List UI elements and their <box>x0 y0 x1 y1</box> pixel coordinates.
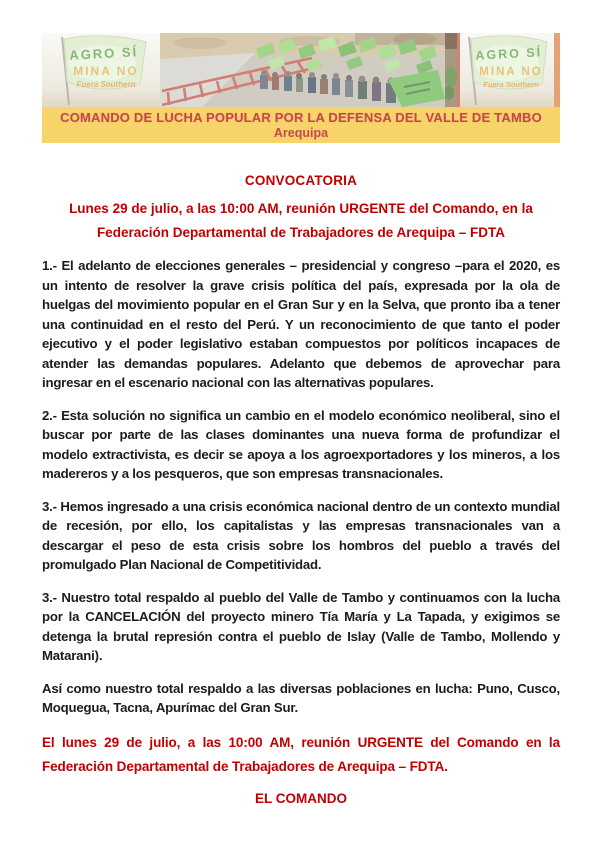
paragraph-5: Así como nuestro total respaldo a las diversas poblaciones en lucha: Puno, Cusco, Moquegua, Tacna, Apurímac del Gran Sur. <box>42 680 560 715</box>
header-title-band <box>42 107 560 143</box>
flag-text-mina-no: MINA NO <box>479 66 543 78</box>
flag-text-fuera-southern: Fuera Southern <box>483 80 539 89</box>
paragraph-3: 3.- Hemos ingresado a una crisis económica nacional dentro de un contexto mundial de recesión, por ello, los capitalistas y las empresas transnacionales van a descargar el peso de esta crisis sobre los hombros del pueblo a través del promulgado Plan Nacional de Competitividad. <box>42 498 560 572</box>
header-photo-strip <box>42 33 560 107</box>
doc-heading: CONVOCATORIA <box>244 173 358 188</box>
paragraph-2: 2.- Esta solución no significa un cambio en el modelo económico neoliberal, sino el buscar por parte de las clases dominantes una nueva forma de profundizar el modelo extractivista, es decir se apoya a los agroexportadores y los mineros, a los madereros y a los pesqueros, que son empresas transnacionales. <box>42 407 560 481</box>
flag-text-agro-si: AGRO SÍ <box>475 45 543 63</box>
header-banner <box>42 33 560 143</box>
band-subtitle: Arequipa <box>273 126 329 140</box>
flag-left-panel <box>42 33 160 107</box>
paragraph-4: 3.- Nuestro total respaldo al pueblo del Valle de Tambo y continuamos con la lucha por la CANCELACIÓN del proyecto minero Tía María y La Tapada, y exigimos se detenga la brutal represión contra el pueblo de Islay (Valle de Tambo, Mollendo y Matarani). <box>42 589 560 663</box>
intro-text: Lunes 29 de julio, a las 10:00 AM, reunión URGENTE del Comando, en la Federación Departamental de Trabajadores de Arequipa – FDTA <box>69 201 533 240</box>
flag-right-panel <box>445 33 560 107</box>
closing-text: El lunes 29 de julio, a las 10:00 AM, reunión URGENTE del Comando en la Federación Departamental de Trabajadores de Arequipa – FDTA. <box>42 734 560 774</box>
paragraph-1: 1.- El adelanto de elecciones generales – presidencial y congreso –para el 2020, es un intento de resolver la grave crisis política del país, expresada por la ola de huelgas del movimiento popular en el Gran Sur y en la Selva, que pronto iba a tener una continuidad en el resto del Perú. Y un reconocimiento de que tanto el poder ejecutivo y el poder legislativo estaban compuestos por políticos incapaces de atender las demandas populares. Adelanto que debemos de aprovechar para ingresar en el escenario nacional con las alternativas populares. <box>42 258 560 390</box>
march-photo-panel <box>160 33 445 107</box>
march-photo <box>160 33 445 107</box>
flag-text-mina-no: MINA NO <box>73 64 139 78</box>
signature: EL COMANDO <box>254 790 347 806</box>
flag-text-fuera-southern: Fuera Southern <box>76 80 136 89</box>
flag-right-image <box>445 33 560 107</box>
band-title: COMANDO DE LUCHA POPULAR POR LA DEFENSA DEL VALLE DE TAMBO <box>60 110 542 125</box>
flag-text-agro-si: AGRO SÍ <box>68 44 139 63</box>
flag-left-image <box>42 33 160 107</box>
